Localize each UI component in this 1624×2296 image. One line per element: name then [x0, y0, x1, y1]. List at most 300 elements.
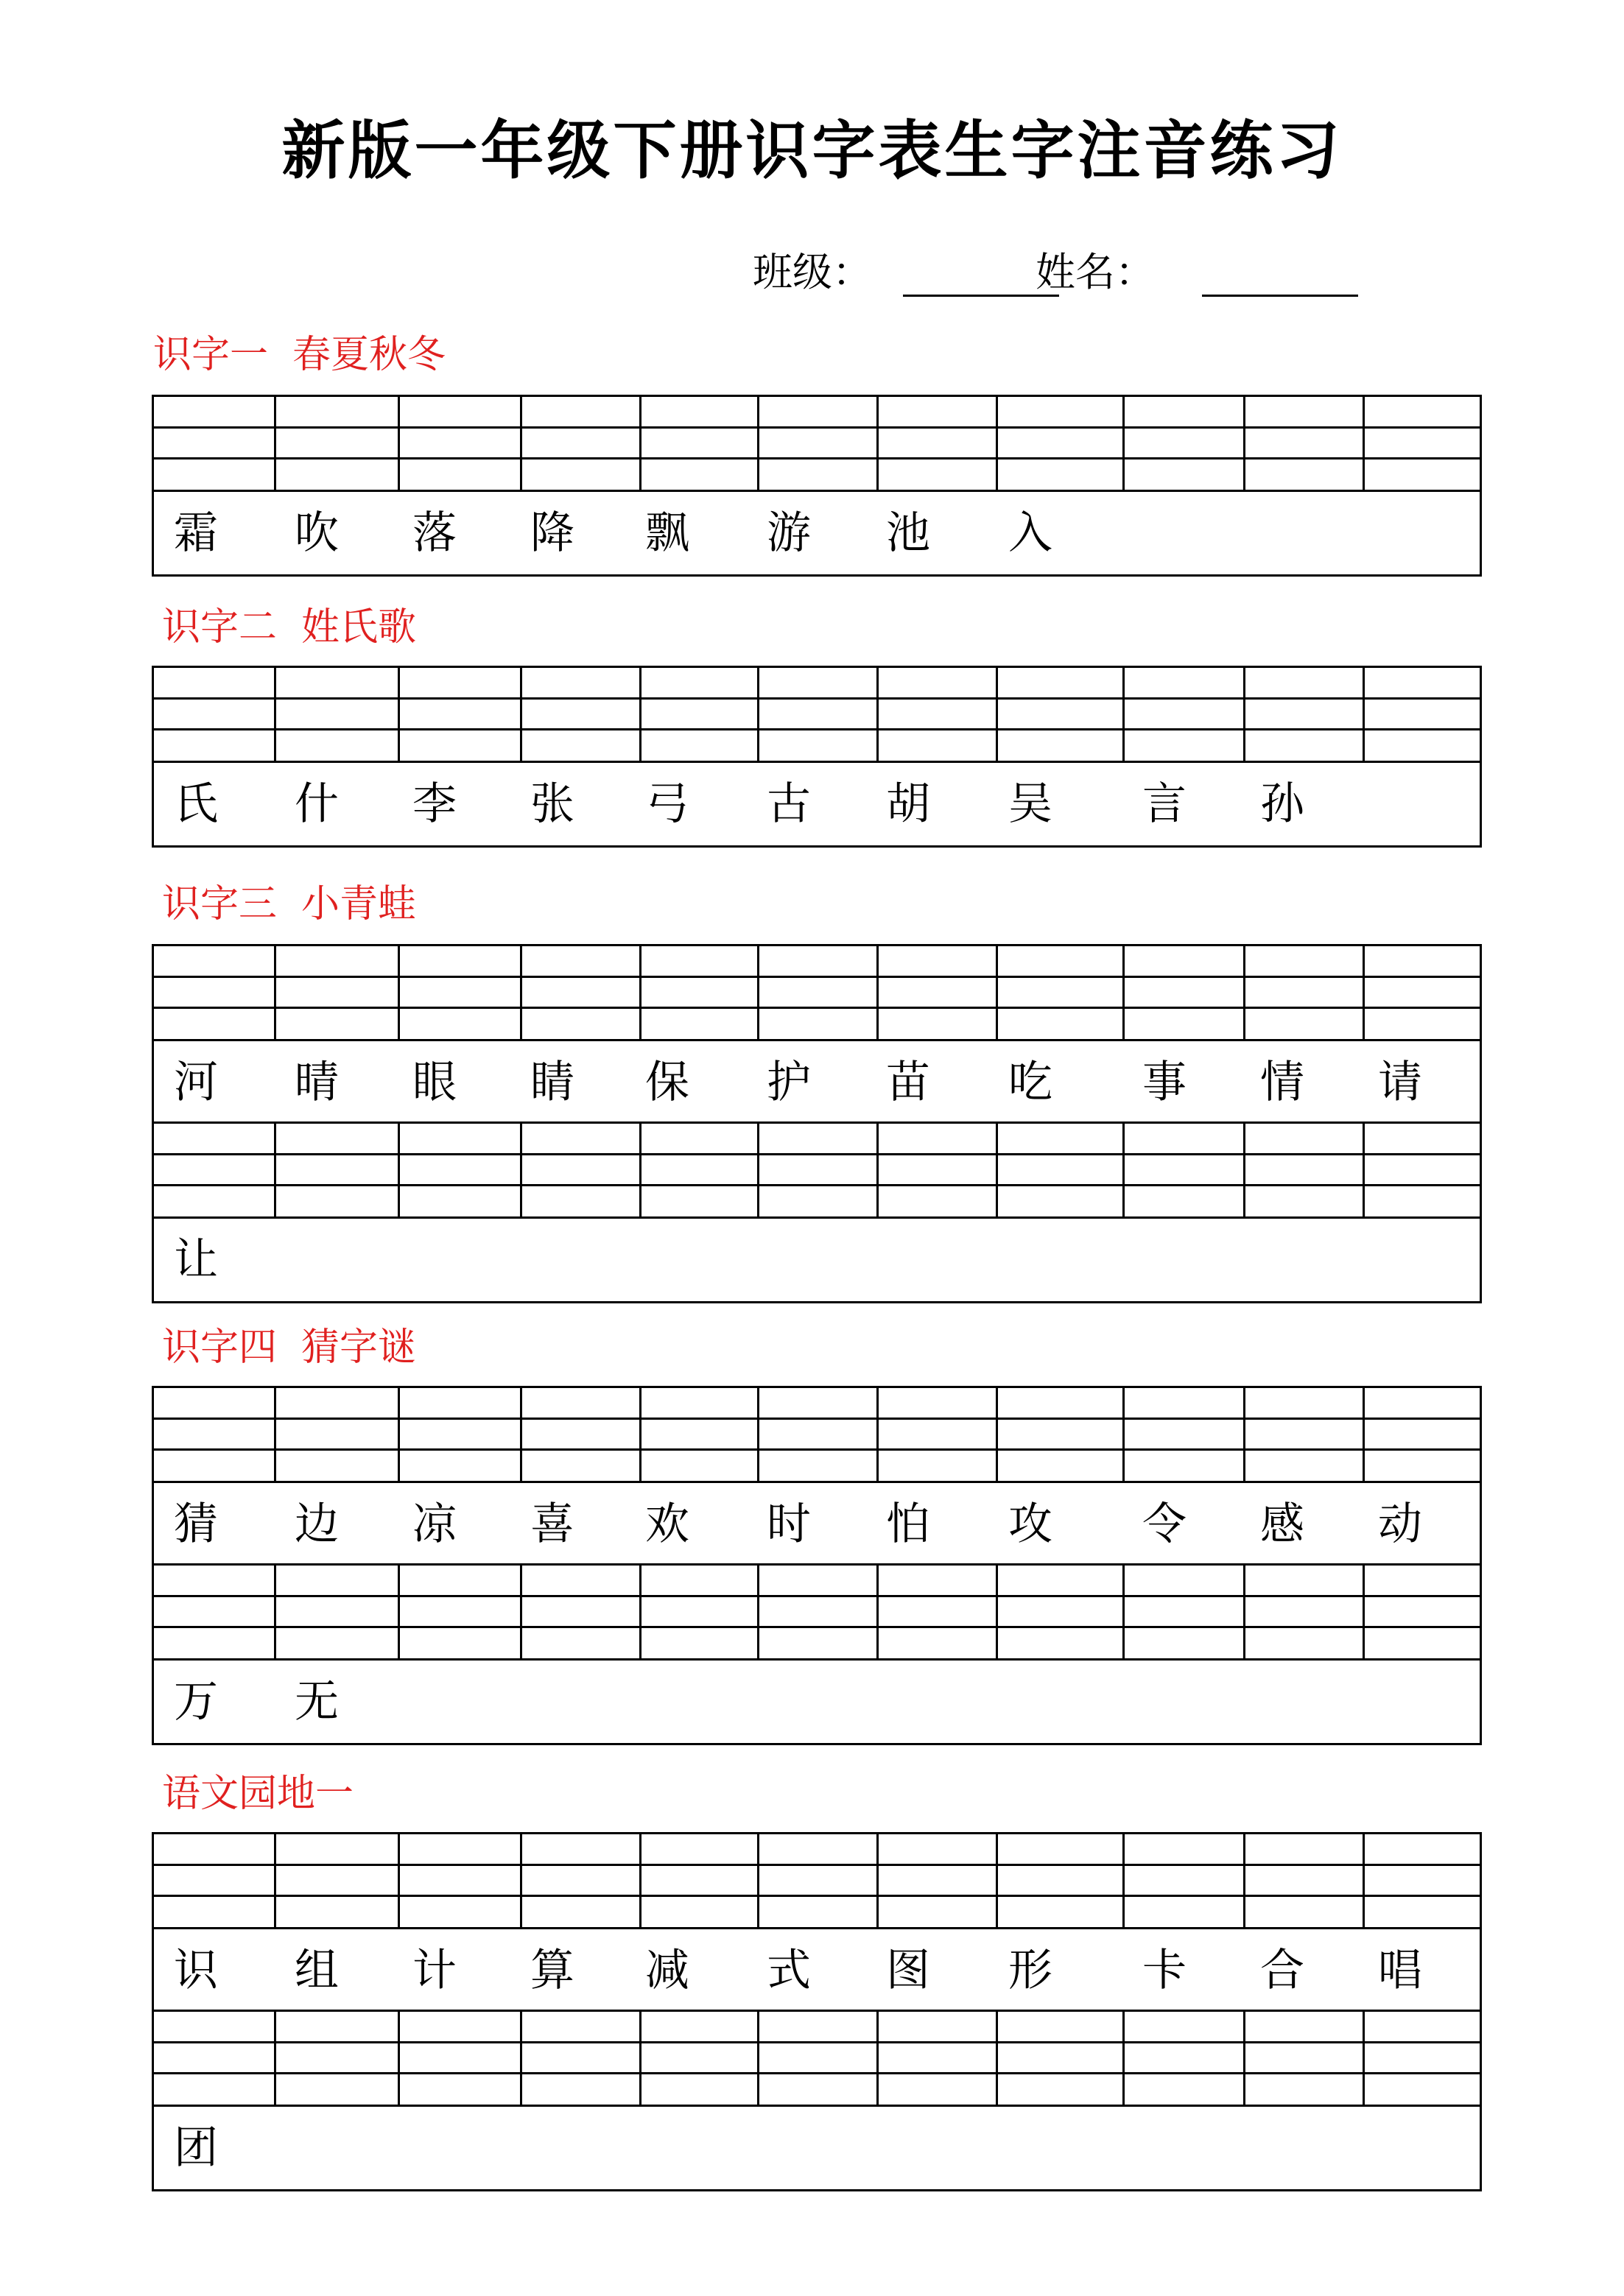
pinyin-guide-line: [641, 1626, 757, 1628]
pinyin-guide-line: [879, 1448, 996, 1451]
pinyin-guide-line: [1125, 426, 1243, 429]
pinyin-guide-line: [1125, 1153, 1243, 1155]
pinyin-writing-row: [154, 1834, 1480, 1927]
pinyin-guide-line: [276, 1895, 398, 1897]
pinyin-guide-line: [1365, 1626, 1480, 1628]
pinyin-writing-cell[interactable]: [522, 2012, 641, 2105]
pinyin-guide-line: [1365, 697, 1480, 700]
pinyin-guide-line: [998, 457, 1122, 459]
pinyin-writing-cell[interactable]: [1125, 1124, 1245, 1216]
pinyin-writing-cell[interactable]: [1365, 668, 1480, 761]
pinyin-writing-cell[interactable]: [276, 2012, 400, 2105]
pinyin-guide-line: [276, 1418, 398, 1420]
pinyin-guide-line: [1245, 1895, 1363, 1897]
pinyin-writing-cell[interactable]: [641, 668, 759, 761]
pinyin-writing-cell[interactable]: [1365, 1124, 1480, 1216]
hanzi-character: 晴: [295, 1057, 339, 1108]
pinyin-writing-cell[interactable]: [879, 1566, 998, 1658]
pinyin-guide-line: [522, 1864, 639, 1866]
hanzi-character: 无: [295, 1676, 339, 1728]
pinyin-guide-line: [641, 1153, 757, 1155]
pinyin-guide-line: [522, 976, 639, 978]
character-row: [154, 1661, 1480, 1743]
pinyin-writing-row: [154, 946, 1480, 1039]
pinyin-writing-cell[interactable]: [998, 2012, 1125, 2105]
hanzi-character: 减: [645, 1945, 689, 1996]
pinyin-writing-cell[interactable]: [879, 1834, 998, 1927]
pinyin-writing-cell[interactable]: [154, 1388, 276, 1481]
pinyin-guide-line: [879, 1007, 996, 1009]
pinyin-guide-line: [1365, 976, 1480, 978]
pinyin-guide-line: [759, 1595, 876, 1597]
pinyin-writing-cell[interactable]: [641, 2012, 759, 2105]
pinyin-guide-line: [400, 976, 520, 978]
pinyin-guide-line: [998, 697, 1122, 700]
pinyin-writing-cell[interactable]: [1125, 1834, 1245, 1927]
hanzi-character: 吹: [295, 507, 339, 559]
pinyin-grid: [152, 1832, 1482, 2191]
section-title: 识字四 猜字谜: [162, 1325, 417, 1370]
pinyin-guide-line: [998, 1448, 1122, 1451]
pinyin-writing-cell[interactable]: [276, 1834, 400, 1927]
pinyin-guide-line: [1245, 1448, 1363, 1451]
pinyin-writing-cell[interactable]: [998, 1566, 1125, 1658]
pinyin-guide-line: [998, 1864, 1122, 1866]
pinyin-writing-cell[interactable]: [1125, 2012, 1245, 2105]
pinyin-guide-line: [276, 1007, 398, 1009]
hanzi-character: 攻: [1008, 1499, 1052, 1550]
pinyin-guide-line: [400, 1595, 520, 1597]
pinyin-guide-line: [1245, 457, 1363, 459]
pinyin-guide-line: [276, 697, 398, 700]
pinyin-writing-cell[interactable]: [154, 1566, 276, 1658]
pinyin-guide-line: [1365, 1895, 1480, 1897]
character-row: [154, 492, 1480, 574]
pinyin-guide-line: [400, 728, 520, 730]
pinyin-writing-row: [154, 2012, 1480, 2105]
pinyin-guide-line: [879, 426, 996, 429]
pinyin-guide-line: [154, 1864, 274, 1866]
pinyin-writing-cell[interactable]: [1365, 1388, 1480, 1481]
pinyin-guide-line: [759, 1418, 876, 1420]
hanzi-character: 霜: [174, 507, 218, 559]
pinyin-guide-line: [1125, 457, 1243, 459]
pinyin-writing-cell[interactable]: [276, 397, 400, 490]
hanzi-character: 保: [645, 1057, 689, 1108]
pinyin-writing-row: [154, 668, 1480, 761]
hanzi-character: 识: [174, 1945, 218, 1996]
pinyin-writing-cell[interactable]: [400, 668, 522, 761]
pinyin-guide-line: [522, 2041, 639, 2043]
pinyin-guide-line: [759, 697, 876, 700]
pinyin-guide-line: [759, 2072, 876, 2074]
hanzi-character: 请: [1378, 1057, 1422, 1108]
pinyin-guide-line: [1245, 1418, 1363, 1420]
pinyin-guide-line: [1365, 1595, 1480, 1597]
pinyin-guide-line: [1245, 1864, 1363, 1866]
pinyin-writing-cell[interactable]: [641, 1834, 759, 1927]
pinyin-writing-cell[interactable]: [154, 668, 276, 761]
pinyin-writing-cell[interactable]: [154, 1834, 276, 1927]
pinyin-writing-cell[interactable]: [522, 1388, 641, 1481]
pinyin-writing-cell[interactable]: [641, 1124, 759, 1216]
pinyin-guide-line: [1125, 2041, 1243, 2043]
hanzi-character: 欢: [645, 1499, 689, 1550]
pinyin-guide-line: [154, 1007, 274, 1009]
pinyin-writing-cell[interactable]: [759, 1834, 879, 1927]
pinyin-writing-cell[interactable]: [400, 1834, 522, 1927]
pinyin-writing-cell[interactable]: [759, 946, 879, 1039]
pinyin-writing-cell[interactable]: [400, 2012, 522, 2105]
pinyin-guide-line: [154, 1626, 274, 1628]
pinyin-guide-line: [759, 1007, 876, 1009]
hanzi-character: 什: [295, 778, 339, 830]
pinyin-writing-cell[interactable]: [1245, 1566, 1365, 1658]
pinyin-guide-line: [1125, 1007, 1243, 1009]
pinyin-guide-line: [400, 1448, 520, 1451]
pinyin-guide-line: [1125, 1184, 1243, 1186]
pinyin-writing-cell[interactable]: [641, 1566, 759, 1658]
hanzi-character: 张: [530, 778, 574, 830]
pinyin-guide-line: [641, 976, 757, 978]
pinyin-guide-line: [641, 1007, 757, 1009]
hanzi-character: 团: [174, 2122, 218, 2174]
pinyin-writing-cell[interactable]: [998, 1124, 1125, 1216]
pinyin-guide-line: [154, 1448, 274, 1451]
pinyin-guide-line: [276, 976, 398, 978]
hanzi-character: 游: [767, 507, 811, 559]
pinyin-guide-line: [1365, 1007, 1480, 1009]
pinyin-guide-line: [1365, 426, 1480, 429]
pinyin-writing-cell[interactable]: [154, 397, 276, 490]
hanzi-character: 卡: [1142, 1945, 1187, 1996]
pinyin-guide-line: [400, 697, 520, 700]
hanzi-character: 时: [767, 1499, 811, 1550]
pinyin-writing-cell[interactable]: [759, 1388, 879, 1481]
pinyin-guide-line: [276, 1864, 398, 1866]
pinyin-guide-line: [276, 2072, 398, 2074]
pinyin-guide-line: [522, 426, 639, 429]
character-row: [154, 763, 1480, 845]
pinyin-guide-line: [400, 1184, 520, 1186]
pinyin-guide-line: [879, 1626, 996, 1628]
pinyin-guide-line: [522, 1007, 639, 1009]
pinyin-guide-line: [1365, 2072, 1480, 2074]
pinyin-writing-cell[interactable]: [998, 946, 1125, 1039]
pinyin-guide-line: [154, 1595, 274, 1597]
pinyin-guide-line: [522, 457, 639, 459]
pinyin-writing-cell[interactable]: [154, 946, 276, 1039]
name-label: 姓名：: [1036, 249, 1155, 295]
pinyin-guide-line: [1245, 1184, 1363, 1186]
pinyin-guide-line: [998, 2041, 1122, 2043]
pinyin-writing-cell[interactable]: [1245, 397, 1365, 490]
pinyin-guide-line: [759, 1153, 876, 1155]
pinyin-guide-line: [154, 976, 274, 978]
pinyin-writing-row: [154, 397, 1480, 490]
pinyin-guide-line: [154, 1895, 274, 1897]
pinyin-guide-line: [641, 2041, 757, 2043]
pinyin-writing-cell[interactable]: [276, 1566, 400, 1658]
pinyin-writing-cell[interactable]: [641, 946, 759, 1039]
hanzi-character: 胡: [886, 778, 930, 830]
pinyin-guide-line: [879, 1895, 996, 1897]
pinyin-guide-line: [641, 1184, 757, 1186]
pinyin-writing-cell[interactable]: [1365, 2012, 1480, 2105]
hanzi-character: 动: [1378, 1499, 1422, 1550]
pinyin-writing-cell[interactable]: [276, 1124, 400, 1216]
pinyin-writing-cell[interactable]: [879, 1388, 998, 1481]
pinyin-writing-cell[interactable]: [522, 1834, 641, 1927]
pinyin-guide-line: [154, 457, 274, 459]
pinyin-writing-cell[interactable]: [276, 946, 400, 1039]
pinyin-guide-line: [998, 1626, 1122, 1628]
pinyin-writing-cell[interactable]: [879, 946, 998, 1039]
hanzi-character: 氏: [174, 778, 218, 830]
pinyin-writing-cell[interactable]: [1245, 1834, 1365, 1927]
pinyin-guide-line: [641, 1448, 757, 1451]
pinyin-guide-line: [998, 1184, 1122, 1186]
pinyin-guide-line: [641, 728, 757, 730]
hanzi-character: 言: [1142, 778, 1187, 830]
pinyin-guide-line: [400, 2072, 520, 2074]
pinyin-guide-line: [1365, 1864, 1480, 1866]
pinyin-guide-line: [759, 2041, 876, 2043]
pinyin-guide-line: [400, 1626, 520, 1628]
pinyin-writing-cell[interactable]: [522, 1124, 641, 1216]
pinyin-writing-cell[interactable]: [759, 397, 879, 490]
pinyin-guide-line: [759, 1184, 876, 1186]
pinyin-guide-line: [1245, 426, 1363, 429]
pinyin-guide-line: [879, 1153, 996, 1155]
pinyin-writing-cell[interactable]: [998, 1388, 1125, 1481]
pinyin-guide-line: [522, 1153, 639, 1155]
hanzi-character: 李: [412, 778, 457, 830]
pinyin-writing-cell[interactable]: [1365, 1566, 1480, 1658]
hanzi-character: 吃: [1008, 1057, 1052, 1108]
pinyin-writing-cell[interactable]: [1365, 1834, 1480, 1927]
pinyin-guide-line: [998, 1895, 1122, 1897]
pinyin-writing-cell[interactable]: [154, 2012, 276, 2105]
pinyin-guide-line: [400, 1418, 520, 1420]
pinyin-writing-cell[interactable]: [759, 2012, 879, 2105]
class-label: 班级：: [753, 249, 872, 295]
pinyin-guide-line: [998, 1007, 1122, 1009]
pinyin-writing-cell[interactable]: [154, 1124, 276, 1216]
pinyin-guide-line: [641, 1418, 757, 1420]
pinyin-guide-line: [1365, 1184, 1480, 1186]
hanzi-character: 情: [1260, 1057, 1304, 1108]
pinyin-guide-line: [1125, 697, 1243, 700]
pinyin-writing-cell[interactable]: [1125, 946, 1245, 1039]
pinyin-guide-line: [1245, 1626, 1363, 1628]
pinyin-guide-line: [522, 1418, 639, 1420]
pinyin-writing-cell[interactable]: [1125, 397, 1245, 490]
pinyin-guide-line: [1125, 1626, 1243, 1628]
hanzi-character: 万: [174, 1676, 218, 1728]
hanzi-character: 令: [1142, 1499, 1187, 1550]
pinyin-writing-cell[interactable]: [1125, 1566, 1245, 1658]
pinyin-guide-line: [400, 2041, 520, 2043]
pinyin-guide-line: [522, 697, 639, 700]
pinyin-guide-line: [1245, 1153, 1363, 1155]
hanzi-character: 图: [886, 1945, 930, 1996]
pinyin-writing-cell[interactable]: [1245, 1388, 1365, 1481]
pinyin-grid: [152, 395, 1482, 577]
pinyin-guide-line: [276, 1595, 398, 1597]
pinyin-writing-cell[interactable]: [641, 397, 759, 490]
hanzi-character: 形: [1008, 1945, 1052, 1996]
pinyin-guide-line: [998, 728, 1122, 730]
pinyin-guide-line: [759, 1864, 876, 1866]
pinyin-guide-line: [400, 457, 520, 459]
pinyin-guide-line: [1125, 976, 1243, 978]
pinyin-writing-cell[interactable]: [1365, 397, 1480, 490]
section-title: 识字二 姓氏歌: [162, 605, 417, 649]
pinyin-writing-cell[interactable]: [998, 397, 1125, 490]
hanzi-character: 孙: [1260, 778, 1304, 830]
pinyin-writing-cell[interactable]: [400, 1566, 522, 1658]
pinyin-guide-line: [276, 1184, 398, 1186]
hanzi-character: 落: [412, 507, 457, 559]
pinyin-guide-line: [154, 728, 274, 730]
pinyin-guide-line: [641, 1864, 757, 1866]
hanzi-character: 苗: [886, 1057, 930, 1108]
pinyin-guide-line: [1245, 728, 1363, 730]
pinyin-writing-cell[interactable]: [522, 397, 641, 490]
pinyin-guide-line: [641, 2072, 757, 2074]
pinyin-writing-cell[interactable]: [400, 1388, 522, 1481]
pinyin-writing-cell[interactable]: [522, 668, 641, 761]
pinyin-writing-cell[interactable]: [759, 668, 879, 761]
pinyin-guide-line: [1365, 457, 1480, 459]
pinyin-writing-cell[interactable]: [1245, 1124, 1365, 1216]
pinyin-writing-cell[interactable]: [1245, 946, 1365, 1039]
pinyin-grid: [152, 944, 1482, 1303]
hanzi-character: 猜: [174, 1499, 218, 1550]
pinyin-writing-cell[interactable]: [879, 1124, 998, 1216]
pinyin-guide-line: [1365, 1418, 1480, 1420]
pinyin-writing-cell[interactable]: [400, 946, 522, 1039]
pinyin-guide-line: [276, 728, 398, 730]
pinyin-guide-line: [400, 1864, 520, 1866]
pinyin-writing-cell[interactable]: [400, 397, 522, 490]
pinyin-writing-cell[interactable]: [879, 668, 998, 761]
pinyin-guide-line: [759, 1895, 876, 1897]
hanzi-character: 感: [1260, 1499, 1304, 1550]
pinyin-writing-cell[interactable]: [1245, 2012, 1365, 2105]
pinyin-writing-cell[interactable]: [1365, 946, 1480, 1039]
character-row: [154, 1219, 1480, 1301]
pinyin-guide-line: [998, 1595, 1122, 1597]
pinyin-writing-row: [154, 1388, 1480, 1481]
pinyin-writing-cell[interactable]: [276, 1388, 400, 1481]
pinyin-writing-cell[interactable]: [759, 1124, 879, 1216]
hanzi-character: 古: [767, 778, 811, 830]
pinyin-guide-line: [400, 1007, 520, 1009]
hanzi-character: 弓: [645, 778, 689, 830]
pinyin-writing-cell[interactable]: [998, 668, 1125, 761]
pinyin-guide-line: [400, 1895, 520, 1897]
pinyin-guide-line: [522, 1595, 639, 1597]
pinyin-guide-line: [1245, 1595, 1363, 1597]
pinyin-guide-line: [154, 1418, 274, 1420]
pinyin-guide-line: [998, 1153, 1122, 1155]
pinyin-guide-line: [1125, 1595, 1243, 1597]
pinyin-writing-cell[interactable]: [879, 397, 998, 490]
character-row: [154, 1041, 1480, 1124]
pinyin-writing-cell[interactable]: [276, 668, 400, 761]
pinyin-writing-cell[interactable]: [879, 2012, 998, 2105]
pinyin-guide-line: [879, 1418, 996, 1420]
hanzi-character: 护: [767, 1057, 811, 1108]
pinyin-guide-line: [522, 1626, 639, 1628]
pinyin-writing-cell[interactable]: [1245, 668, 1365, 761]
pinyin-guide-line: [879, 457, 996, 459]
pinyin-writing-cell[interactable]: [522, 946, 641, 1039]
hanzi-character: 睛: [530, 1057, 574, 1108]
pinyin-guide-line: [1245, 976, 1363, 978]
pinyin-writing-cell[interactable]: [759, 1566, 879, 1658]
pinyin-guide-line: [276, 1448, 398, 1451]
pinyin-guide-line: [759, 1448, 876, 1451]
pinyin-guide-line: [879, 1184, 996, 1186]
pinyin-guide-line: [1245, 697, 1363, 700]
pinyin-guide-line: [1125, 1418, 1243, 1420]
pinyin-writing-cell[interactable]: [998, 1834, 1125, 1927]
hanzi-character: 式: [767, 1945, 811, 1996]
character-row: [154, 1483, 1480, 1566]
pinyin-guide-line: [522, 2072, 639, 2074]
pinyin-guide-line: [879, 2041, 996, 2043]
pinyin-writing-cell[interactable]: [1125, 1388, 1245, 1481]
pinyin-guide-line: [879, 697, 996, 700]
pinyin-guide-line: [998, 426, 1122, 429]
name-blank-line[interactable]: [1202, 295, 1358, 297]
pinyin-guide-line: [1125, 2072, 1243, 2074]
pinyin-writing-cell[interactable]: [1125, 668, 1245, 761]
pinyin-writing-cell[interactable]: [641, 1388, 759, 1481]
pinyin-guide-line: [1245, 2041, 1363, 2043]
character-row: [154, 1929, 1480, 2012]
page-title: 新版一年级下册识字表生字注音练习: [281, 113, 1343, 188]
pinyin-guide-line: [641, 1895, 757, 1897]
pinyin-writing-row: [154, 1566, 1480, 1658]
pinyin-guide-line: [641, 457, 757, 459]
pinyin-guide-line: [154, 426, 274, 429]
pinyin-guide-line: [998, 976, 1122, 978]
pinyin-guide-line: [641, 426, 757, 429]
pinyin-guide-line: [759, 457, 876, 459]
hanzi-character: 降: [530, 507, 574, 559]
pinyin-writing-cell[interactable]: [522, 1566, 641, 1658]
hanzi-character: 让: [174, 1234, 218, 1286]
pinyin-guide-line: [522, 1895, 639, 1897]
pinyin-guide-line: [641, 697, 757, 700]
pinyin-grid: [152, 666, 1482, 848]
pinyin-guide-line: [1125, 1864, 1243, 1866]
pinyin-guide-line: [1365, 2041, 1480, 2043]
pinyin-guide-line: [154, 1153, 274, 1155]
pinyin-writing-cell[interactable]: [400, 1124, 522, 1216]
pinyin-guide-line: [400, 426, 520, 429]
pinyin-guide-line: [879, 1864, 996, 1866]
pinyin-guide-line: [400, 1153, 520, 1155]
hanzi-character: 算: [530, 1945, 574, 1996]
pinyin-guide-line: [998, 1418, 1122, 1420]
hanzi-character: 组: [295, 1945, 339, 1996]
pinyin-guide-line: [1245, 1007, 1363, 1009]
